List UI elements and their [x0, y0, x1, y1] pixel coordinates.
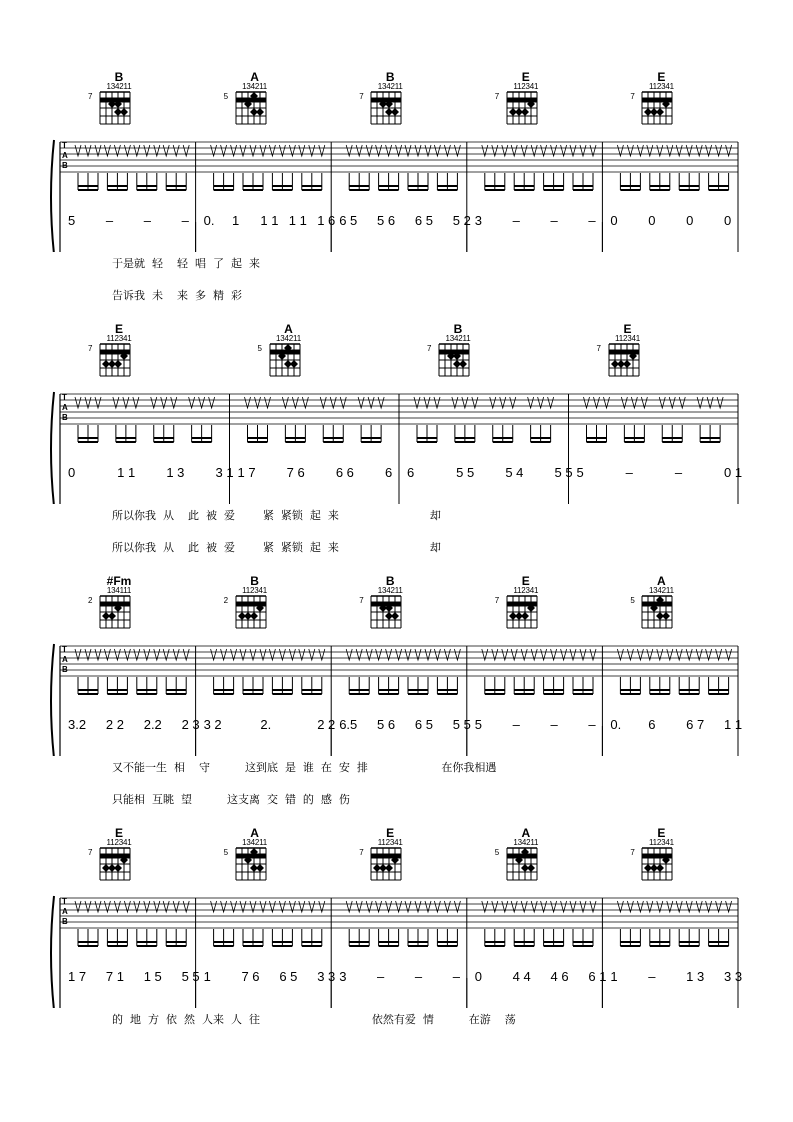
jianpu-note: 1 1 [260, 213, 279, 228]
music-system-2 [0, 322, 793, 572]
jianpu-note: 3 2 [203, 717, 222, 732]
jianpu-note: 6 5 [339, 213, 358, 228]
jianpu-measure [602, 717, 743, 739]
chord-fret-number: 5 [494, 848, 500, 857]
jianpu-note: 0 [723, 213, 732, 228]
chord-fingering: 112341 [615, 334, 640, 343]
chord-fingering: 112341 [242, 586, 268, 595]
chord-diagram [258, 322, 318, 382]
finger-dot [662, 612, 670, 620]
chord-fret-number: 7 [359, 848, 364, 857]
tab-clef-letter: B [62, 665, 68, 674]
chord-fingering: 112341 [377, 838, 403, 847]
chord-name: B [453, 322, 463, 336]
tab-clef-letter: A [62, 151, 68, 160]
jianpu-note: 5 2 [452, 213, 471, 228]
finger-dot [108, 612, 116, 620]
finger-dot [120, 108, 128, 116]
jianpu-note: 6 6 [335, 465, 354, 480]
jianpu-note: 6 1 [588, 969, 607, 984]
chord-grid [232, 846, 272, 886]
lyric-line: 告诉我 未 来 多 精 彩 [112, 289, 242, 302]
jianpu-note: 1 3 [166, 465, 185, 480]
chord-grid [638, 594, 678, 634]
jianpu-measure [331, 213, 471, 235]
finger-dot [521, 108, 529, 116]
chord-name: #Fm [106, 574, 132, 588]
finger-dot [256, 864, 264, 872]
finger-dot [391, 108, 399, 116]
finger-dot [290, 360, 298, 368]
jianpu-measure [467, 213, 603, 235]
chord-fret-number: 7 [88, 92, 93, 101]
chord-diagram [224, 826, 284, 886]
chord-name: B [114, 70, 124, 84]
jianpu-measure [331, 969, 467, 991]
jianpu-note: 6 5 [414, 717, 433, 732]
jianpu-measure [60, 717, 200, 739]
chord-grid [266, 342, 306, 382]
chord-fingering: 134211 [242, 82, 268, 91]
finger-dot [459, 360, 467, 368]
lyric-line: 又不能一生 相 守 这到底 是 谁 在 安 排 在你我相遇 [112, 761, 497, 774]
jianpu-note: 1 3 [686, 969, 705, 984]
finger-dot [656, 108, 664, 116]
jianpu-note: 0 [648, 213, 656, 228]
jianpu-note: 1 6 [317, 213, 336, 228]
jianpu-note: – [550, 213, 558, 228]
jianpu-note: – [452, 969, 461, 984]
jianpu-note: 5 5 [456, 465, 475, 480]
chord-diagram [630, 70, 690, 130]
chord-diagram [495, 826, 555, 886]
jianpu-note: 2.2 [143, 717, 162, 732]
jianpu-measure [467, 717, 603, 739]
jianpu-note: 2. [260, 717, 272, 732]
system-bracket [51, 140, 54, 252]
chord-fingering: 134211 [242, 838, 268, 847]
finger-dot [256, 108, 264, 116]
jianpu-note: – [414, 969, 423, 984]
chord-grid [96, 90, 136, 130]
chord-fret-number: 7 [88, 344, 93, 353]
chord-grid [367, 594, 407, 634]
jianpu-measure [602, 969, 743, 991]
jianpu-note: 5 6 [377, 213, 396, 228]
tab-clef-letter: T [62, 141, 67, 150]
chord-name: B [385, 574, 395, 588]
jianpu-note: 2 2 [317, 717, 336, 732]
chord-diagram [88, 322, 148, 382]
tab-clef-letter: A [62, 655, 68, 664]
chord-fingering: 112341 [106, 334, 132, 343]
jianpu-measure [467, 969, 607, 991]
chord-name: E [623, 322, 632, 336]
chord-diagram [630, 826, 690, 886]
jianpu-note: 2 3 [181, 717, 200, 732]
chord-fret-number: 7 [359, 596, 364, 605]
chord-diagram [224, 574, 284, 634]
finger-dot [521, 612, 529, 620]
jianpu-note: 5 5 [181, 969, 200, 984]
jianpu-note: 3 1 [215, 465, 234, 480]
jianpu-measure [602, 213, 738, 235]
chord-name: A [250, 826, 259, 840]
tab-clef-letter: B [62, 161, 68, 170]
chord-grid [605, 342, 645, 382]
jianpu-note: – [512, 213, 520, 228]
jianpu-note: 1 1 [723, 717, 743, 732]
chord-fingering: 112341 [513, 586, 539, 595]
chord-fingering: 134211 [513, 838, 539, 847]
chord-diagram [88, 574, 148, 634]
chord-fret-number: 7 [88, 848, 93, 857]
music-system-3 [0, 574, 793, 824]
jianpu-note: – [625, 465, 633, 480]
jianpu-note: – [377, 969, 385, 984]
chord-diagram [88, 70, 148, 130]
chord-fingering: 134211 [377, 82, 403, 91]
chord-fingering: 134211 [106, 82, 132, 91]
jianpu-note: 4 4 [512, 969, 531, 984]
tab-clef-letter: A [62, 907, 68, 916]
jianpu-note: 0 [610, 213, 618, 228]
jianpu-note: – [550, 717, 558, 732]
jianpu-note: 3 [339, 969, 347, 984]
jianpu-measure [399, 465, 573, 487]
chord-fingering: 112341 [106, 838, 132, 847]
jianpu-note: 0. [203, 213, 215, 228]
jianpu-note: 5 [576, 465, 584, 480]
tab-clef-letter: T [62, 393, 67, 402]
chord-name: E [521, 574, 530, 588]
jianpu-note: – [588, 717, 596, 732]
finger-dot [391, 612, 399, 620]
chord-diagram [359, 826, 419, 886]
chord-grid [96, 594, 136, 634]
chord-fret-number: 5 [257, 344, 262, 353]
chord-grid [638, 90, 678, 130]
chord-fret-number: 5 [223, 848, 229, 857]
jianpu-note: 1 7 [68, 969, 87, 984]
jianpu-measure [60, 969, 200, 991]
chord-name: B [385, 70, 395, 84]
finger-dot [656, 864, 664, 872]
chord-fingering: 112341 [648, 838, 674, 847]
chord-diagram [597, 322, 657, 382]
jianpu-note: 2 2 [105, 717, 124, 732]
chord-fret-number: 5 [630, 596, 635, 605]
jianpu-note: 1 [203, 969, 211, 984]
finger-dot [114, 360, 122, 368]
jianpu-note: 7 1 [105, 969, 124, 984]
chord-diagram [359, 70, 419, 130]
jianpu-note: – [588, 213, 596, 228]
chord-fingering: 134111 [106, 586, 132, 595]
chord-grid [232, 594, 272, 634]
finger-dot [114, 864, 122, 872]
chord-name: A [284, 322, 293, 336]
chord-grid [367, 846, 407, 886]
chord-name: A [657, 574, 666, 588]
chord-name: A [521, 826, 531, 840]
tab-clef-letter: B [62, 917, 68, 926]
jianpu-note: 0 1 [724, 465, 743, 480]
jianpu-note: 1 7 [237, 465, 256, 480]
jianpu-measure [331, 717, 471, 739]
chord-name: E [521, 70, 530, 84]
jianpu-note: 6 7 [686, 717, 705, 732]
jianpu-note: 6 [385, 465, 393, 480]
chord-grid [367, 90, 407, 130]
chord-fret-number: 7 [596, 344, 601, 353]
finger-dot [623, 360, 631, 368]
chord-name: A [250, 70, 259, 84]
music-system-4 [0, 826, 793, 1076]
finger-dot [527, 864, 535, 872]
jianpu-note: 0 [474, 969, 483, 984]
chord-diagram [427, 322, 487, 382]
jianpu-note: 3 3 [317, 969, 336, 984]
system-bracket [51, 644, 54, 756]
jianpu-note: 6 5 [414, 213, 433, 228]
jianpu-note: 6.5 [339, 717, 358, 732]
finger-dot [250, 612, 258, 620]
chord-diagram [359, 574, 419, 634]
chord-name: E [114, 322, 123, 336]
chord-fret-number: 7 [494, 596, 500, 605]
chord-fret-number: 7 [630, 92, 635, 101]
chord-fingering: 134211 [445, 334, 471, 343]
jianpu-measure [230, 465, 400, 487]
chord-grid [96, 342, 136, 382]
system-bracket [51, 896, 54, 1008]
tab-clef-letter: A [62, 403, 68, 412]
jianpu-measure [60, 213, 196, 235]
system-bracket [51, 392, 54, 504]
jianpu-note: 6 5 [279, 969, 298, 984]
music-system-1 [0, 70, 793, 320]
jianpu-note: 1 1 [288, 213, 307, 228]
chord-fret-number: 7 [630, 848, 635, 857]
chord-name: E [657, 826, 666, 840]
lyric-line: 的 地 方 依 然 人来 人 往 依然有爱 情 在游 荡 [112, 1013, 516, 1026]
finger-dot [385, 864, 393, 872]
jianpu-note: 6 [407, 465, 415, 480]
chord-diagram [495, 70, 555, 130]
jianpu-note: 0 [68, 465, 76, 480]
jianpu-note: 1 1 [117, 465, 136, 480]
chord-grid [503, 846, 543, 886]
chord-fingering: 134211 [648, 586, 674, 595]
jianpu-note: 5 5 [452, 717, 471, 732]
jianpu-note: 3.2 [68, 717, 87, 732]
chord-fret-number: 7 [427, 344, 432, 353]
jianpu-note: 3 3 [723, 969, 743, 984]
jianpu-note: – [512, 717, 520, 732]
chord-fret-number: 2 [223, 596, 229, 605]
jianpu-note: 5 6 [377, 717, 396, 732]
chord-grid [232, 90, 272, 130]
jianpu-note: – [181, 213, 189, 228]
chord-grid [96, 846, 136, 886]
jianpu-note: 1 [231, 213, 240, 228]
chord-diagram [224, 70, 284, 130]
jianpu-note: – [674, 465, 683, 480]
chord-fret-number: 2 [88, 596, 93, 605]
jianpu-note: – [143, 213, 151, 228]
jianpu-measure [569, 465, 743, 487]
jianpu-note: 1 5 [143, 969, 162, 984]
jianpu-measure [60, 465, 234, 487]
lyric-line: 所以你我 从 此 被 爱 紧 紧锁 起 来 却 [112, 509, 441, 522]
chord-fret-number: 5 [223, 92, 229, 101]
chord-fingering: 112341 [513, 82, 539, 91]
jianpu-note: 6 [648, 717, 656, 732]
chord-grid [503, 90, 543, 130]
jianpu-note: 3 [474, 213, 483, 228]
chord-name: E [657, 70, 666, 84]
jianpu-note: 1 [610, 969, 618, 984]
chord-grid [503, 594, 543, 634]
tab-clef-letter: B [62, 413, 68, 422]
jianpu-note: 4 6 [550, 969, 569, 984]
jianpu-note: 7 6 [286, 465, 305, 480]
jianpu-note: 5 4 [505, 465, 524, 480]
jianpu-note: 7 6 [241, 969, 260, 984]
chord-fingering: 134211 [276, 334, 301, 343]
chord-name: B [250, 574, 259, 588]
jianpu-note: 5 5 [554, 465, 573, 480]
chord-diagram [630, 574, 690, 634]
lyric-line: 只能相 互眺 望 这支离 交 错 的 感 伤 [112, 793, 350, 806]
chord-fingering: 112341 [648, 82, 674, 91]
tab-clef-letter: T [62, 897, 67, 906]
jianpu-note: 5 [474, 717, 483, 732]
chord-name: E [386, 826, 395, 840]
chord-grid [638, 846, 678, 886]
chord-fret-number: 7 [494, 92, 500, 101]
jianpu-note: – [105, 213, 114, 228]
chord-fingering: 134211 [377, 586, 403, 595]
chord-name: E [114, 826, 123, 840]
chord-fret-number: 7 [359, 92, 364, 101]
lyric-line: 所以你我 从 此 被 爱 紧 紧锁 起 来 却 [112, 541, 441, 554]
chord-diagram [88, 826, 148, 886]
tab-clef-letter: T [62, 645, 67, 654]
jianpu-measure [196, 717, 336, 739]
jianpu-note: 5 [68, 213, 76, 228]
lyric-line: 于是就 轻 轻 唱 了 起 来 [112, 257, 260, 270]
jianpu-note: 0. [610, 717, 622, 732]
jianpu-measure [196, 213, 336, 235]
jianpu-note: 0 [686, 213, 694, 228]
jianpu-note: – [648, 969, 656, 984]
jianpu-measure [196, 969, 336, 991]
chord-diagram [495, 574, 555, 634]
chord-grid [435, 342, 475, 382]
